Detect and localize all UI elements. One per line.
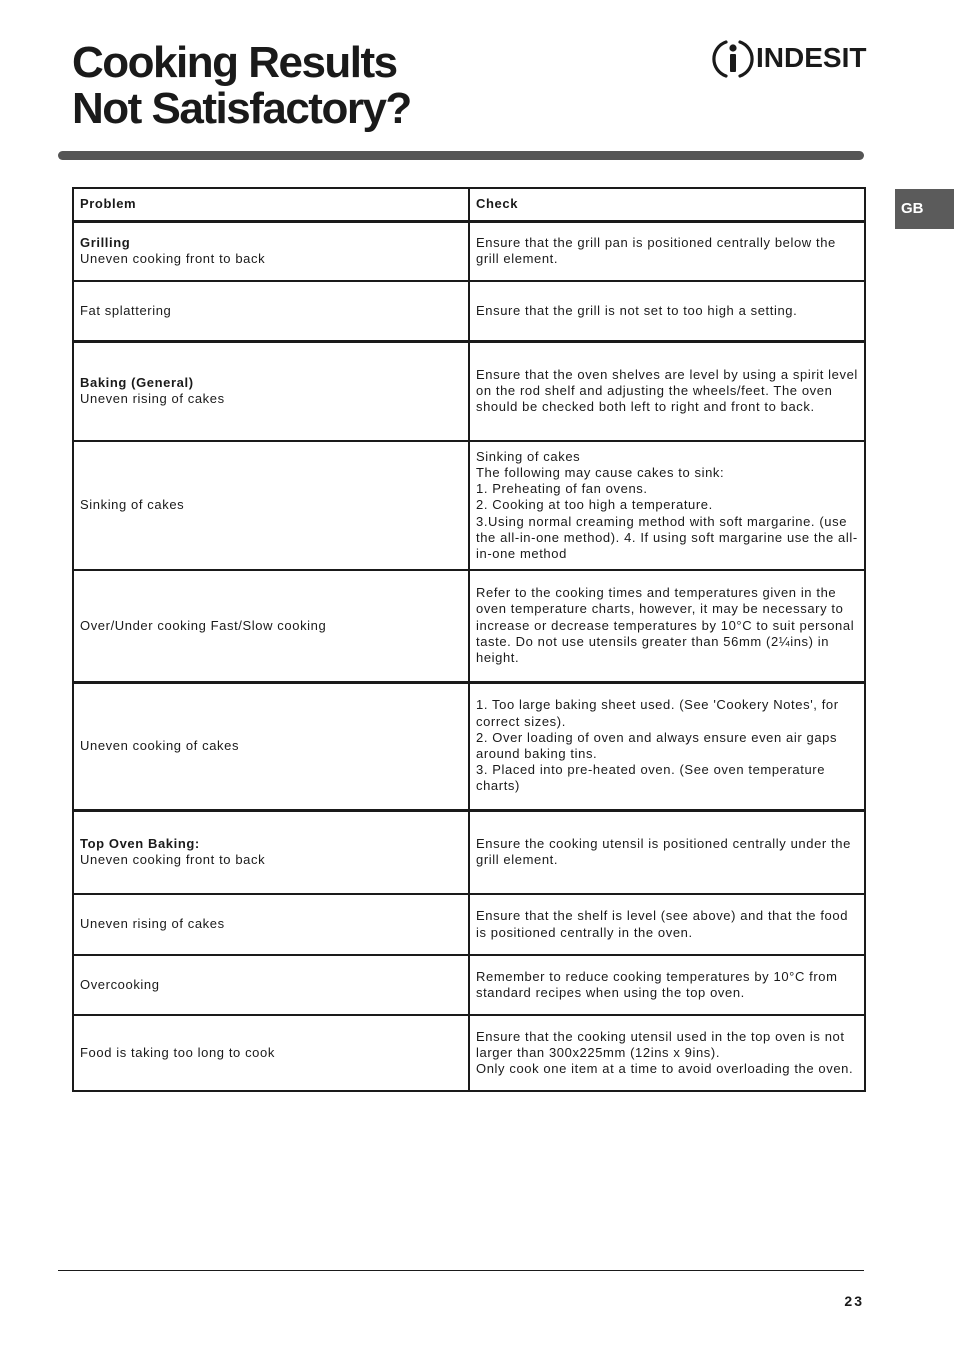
table-row [73, 682, 865, 810]
header-divider [58, 151, 864, 160]
table-row [73, 570, 865, 682]
problem-cell [73, 682, 469, 810]
problem-cell [73, 810, 469, 894]
problem-cell [73, 281, 469, 341]
problem-group-label: Top Oven Baking: [80, 836, 200, 852]
table-row [73, 1015, 865, 1091]
problem-text: Fat splattering [80, 302, 172, 318]
check-cell: Ensure the cooking utensil is positioned centrally under the grill element. [469, 810, 865, 894]
problem-group-label: Grilling [80, 235, 131, 251]
troubleshooting-rows [73, 221, 865, 1091]
problem-text: Uneven cooking of cakes [80, 737, 240, 753]
page-title [72, 40, 411, 132]
check-cell: Ensure that the grill is not set to too high a setting. [469, 281, 865, 341]
check-cell: Remember to reduce cooking temperatures by 10°C from standard recipes when using the top oven. [469, 955, 865, 1015]
problem-text: Uneven cooking front to back [80, 251, 266, 267]
check-cell: 1. Too large baking sheet used. (See 'Cookery Notes', for correct sizes). 2. Over loading of oven and always ensure even air gaps around baking tins. 3. Placed into pre-heated oven. (See oven temperature charts) [469, 682, 865, 810]
problem-column-header: Problem [73, 188, 469, 221]
problem-text: Uneven rising of cakes [80, 391, 225, 407]
check-column-header: Check [469, 188, 865, 221]
indesit-i-logo-icon [712, 38, 754, 80]
problem-cell [73, 341, 469, 441]
check-cell: Refer to the cooking times and temperatures given in the oven temperature charts, however, it may be necessary to increase or decrease temperatures by 10°C to suit personal taste. Do not use utensils greater than 56mm (2¼ins) in height. [469, 570, 865, 682]
page-number: 23 [844, 1293, 864, 1309]
indesit-logo [712, 38, 867, 80]
footer-divider [58, 1270, 864, 1271]
check-cell: Ensure that the grill pan is positioned centrally below the grill element. [469, 221, 865, 281]
brand-wordmark: INDESIT [756, 42, 867, 73]
problem-cell [73, 955, 469, 1015]
problem-text: Uneven rising of cakes [80, 916, 225, 932]
table-row [73, 221, 865, 281]
problem-cell [73, 894, 469, 955]
check-cell: Sinking of cakes The following may cause cakes to sink: 1. Preheating of fan ovens. 2. Cooking at too high a temperature. 3.Using normal creaming method with soft margarine. (use the all-in-one method). 4. If using soft margarine use the all-in-one method [469, 441, 865, 570]
table-row [73, 341, 865, 441]
language-tab: GB [895, 189, 954, 229]
table-header-row [73, 188, 865, 221]
problem-cell [73, 570, 469, 682]
problem-cell [73, 1015, 469, 1091]
table-row [73, 281, 865, 341]
problem-text: Overcooking [80, 976, 160, 992]
check-cell: Ensure that the cooking utensil used in the top oven is not larger than 300x225mm (12ins x 9ins). Only cook one item at a time to avoid overloading the oven. [469, 1015, 865, 1091]
check-cell: Ensure that the oven shelves are level by using a spirit level on the rod shelf and adjusting the wheels/feet. The oven should be checked both left to right and front to back. [469, 341, 865, 441]
table-row [73, 441, 865, 570]
check-cell: Ensure that the shelf is level (see above) and that the food is positioned centrally in the oven. [469, 894, 865, 955]
problem-text: Sinking of cakes [80, 497, 185, 513]
problem-text: Uneven cooking front to back [80, 852, 266, 868]
problem-cell [73, 221, 469, 281]
troubleshooting-table [72, 187, 866, 1092]
page-title-line-2: Not Satisfactory? [72, 84, 411, 133]
problem-group-label: Baking (General) [80, 375, 194, 391]
table-row [73, 955, 865, 1015]
problem-text: Food is taking too long to cook [80, 1044, 275, 1060]
table-row [73, 894, 865, 955]
problem-text: Over/Under cooking Fast/Slow cooking [80, 617, 327, 633]
problem-cell [73, 441, 469, 570]
table-row [73, 810, 865, 894]
page-title-line-1: Cooking Results [72, 38, 397, 87]
